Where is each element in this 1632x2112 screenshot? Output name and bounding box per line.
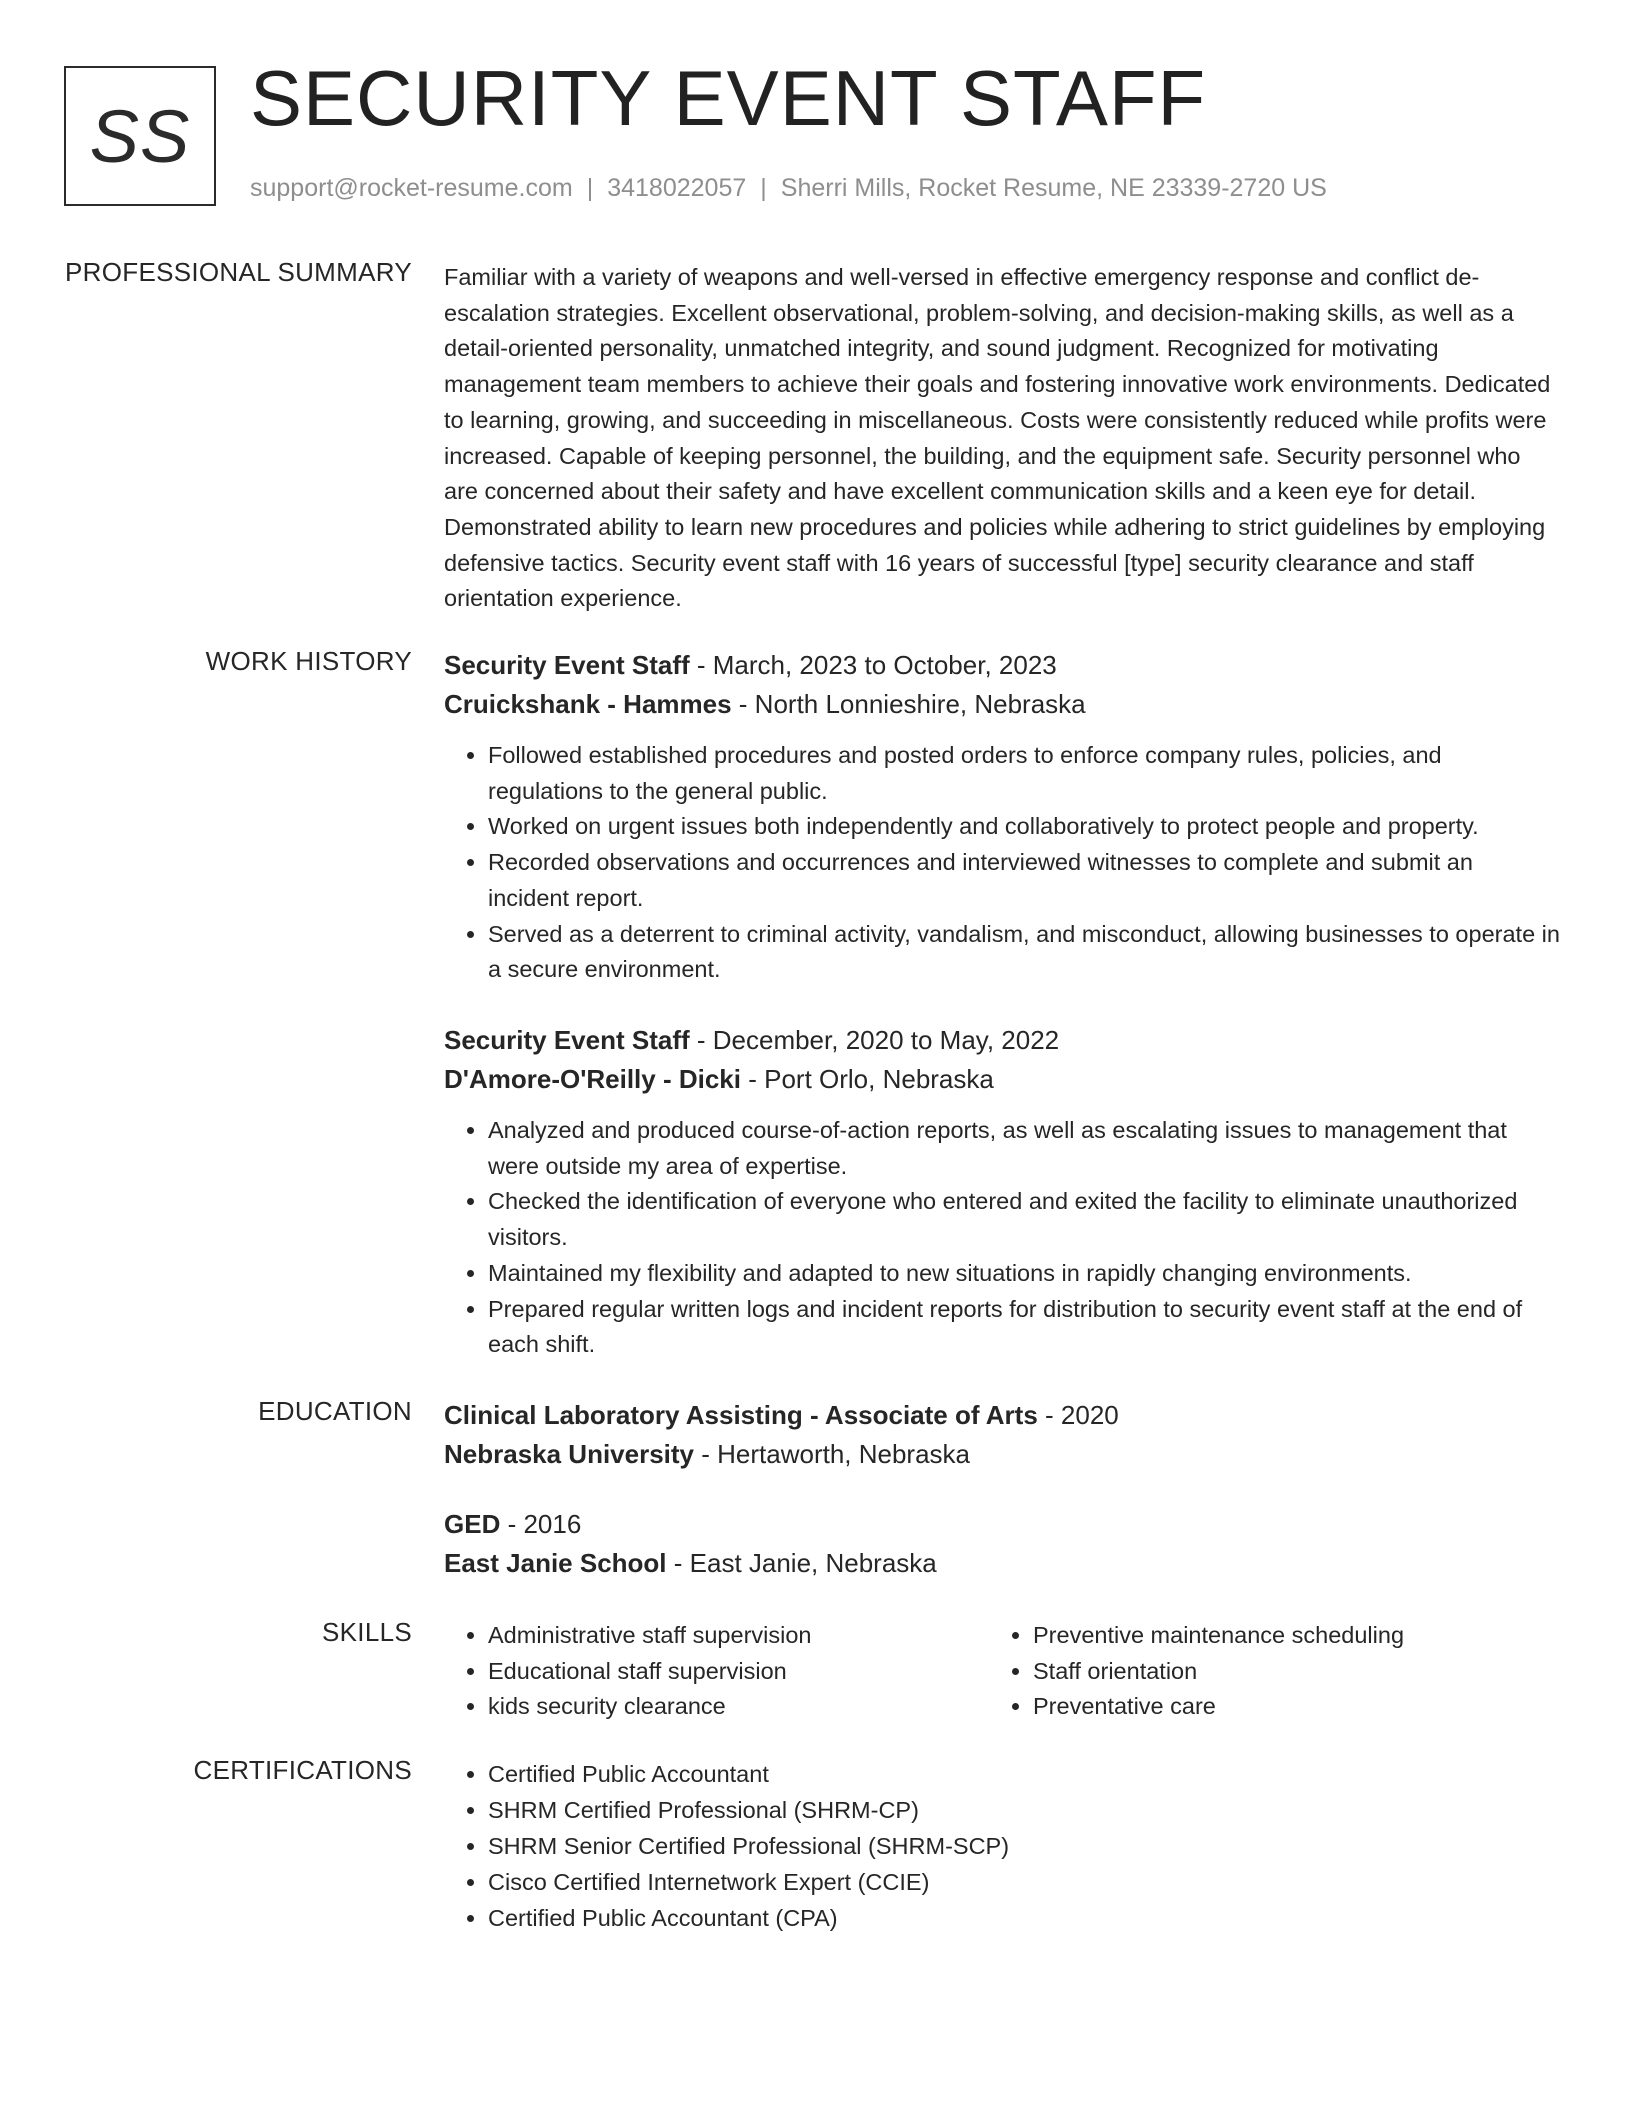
- job-company: D'Amore-O'Reilly - Dicki: [444, 1064, 741, 1094]
- job-bullet: • Recorded observations and occurrences and interviewed witnesses to complete and submit an incident report.: [488, 845, 1560, 916]
- certification-item: • Certified Public Accountant (CPA): [488, 1900, 1560, 1936]
- certification-item: • Cisco Certified Internetwork Expert (CCIE): [488, 1864, 1560, 1900]
- skill-item: • Preventive maintenance scheduling: [1033, 1618, 1509, 1654]
- job-bullet: • Prepared regular written logs and incident reports for distribution to security event staff at the end of each shift.: [488, 1292, 1560, 1363]
- education-entry: [444, 1505, 1560, 1583]
- job-bullet: • Worked on urgent issues both independently and collaboratively to protect people and property.: [488, 809, 1560, 845]
- job-bullets: [444, 738, 1560, 988]
- job-org-line: [444, 685, 1560, 724]
- page-title: SECURITY EVENT STAFF: [250, 54, 1207, 142]
- school-name: Nebraska University: [444, 1439, 695, 1469]
- job-bullet: • Maintained my flexibility and adapted to new situations in rapidly changing environments.: [488, 1256, 1560, 1292]
- skill-item: • Educational staff supervision: [488, 1654, 964, 1690]
- certification-item: • Certified Public Accountant: [488, 1756, 1560, 1792]
- school-line: [444, 1435, 1560, 1474]
- job-bullet: • Checked the identification of everyone who entered and exited the facility to eliminate unauthorized visitors.: [488, 1184, 1560, 1255]
- certification-item: • SHRM Senior Certified Professional (SHRM-SCP): [488, 1828, 1560, 1864]
- job-org-line: [444, 1060, 1560, 1099]
- contact-separator: |: [586, 174, 594, 202]
- skills-column-left: [444, 1618, 964, 1725]
- job-dates: - March, 2023 to October, 2023: [689, 650, 1057, 680]
- job-title: Security Event Staff: [444, 1025, 690, 1055]
- job-bullet: • Analyzed and produced course-of-action reports, as well as escalating issues to management that were outside my area of expertise.: [488, 1113, 1560, 1184]
- degree-year: - 2020: [1037, 1400, 1119, 1430]
- section-label-summary: PROFESSIONAL SUMMARY: [65, 257, 412, 287]
- monogram-logo: SS: [64, 66, 216, 206]
- job-location: - North Lonnieshire, Nebraska: [731, 689, 1086, 719]
- job-title: Security Event Staff: [444, 650, 690, 680]
- skill-item: • Administrative staff supervision: [488, 1618, 964, 1654]
- education-entry: [444, 1396, 1560, 1474]
- degree-name: Clinical Laboratory Assisting - Associate of Arts: [444, 1400, 1038, 1430]
- job-entry: [444, 1021, 1560, 1363]
- school-location: - Hertaworth, Nebraska: [694, 1439, 971, 1469]
- school-location: - East Janie, Nebraska: [666, 1548, 937, 1578]
- skill-item: • Staff orientation: [1033, 1654, 1509, 1690]
- summary-text: Familiar with a variety of weapons and well-versed in effective emergency response and conflict de-escalation strategies. Excellent observational, problem-solving, and decision-making skills, as well as a detail-oriented personality, unmatched integrity, and sound judgment. Recognized for motivating management team members to achieve their goals and fostering innovative work environments. Dedicated to learning, growing, and succeeding in miscellaneous. Costs were consistently reduced while profits were increased. Capable of keeping personnel, the building, and the equipment safe. Security personnel who are concerned about their safety and have excellent communication skills and a keen eye for detail. Demonstrated ability to learn new procedures and policies while adhering to strict guidelines by employing defensive tactics. Security event staff with 16 years of successful [type] security clearance and staff orientation experience.: [444, 264, 1551, 612]
- contact-email[interactable]: support@rocket-resume.com: [250, 174, 573, 202]
- contact-separator: |: [760, 174, 767, 202]
- contact-phone[interactable]: 3418022057: [607, 174, 747, 202]
- job-entry: [444, 646, 1560, 988]
- job-bullets: [444, 1113, 1560, 1363]
- school-name: East Janie School: [444, 1548, 667, 1578]
- degree-line: [444, 1505, 1560, 1544]
- job-bullet: • Followed established procedures and posted orders to enforce company rules, policies, and regulations to the general public.: [488, 738, 1560, 809]
- skill-item: • Preventative care: [1033, 1689, 1509, 1725]
- contact-address: Sherri Mills, Rocket Resume, NE 23339-2720 US: [780, 174, 1327, 202]
- degree-name: GED: [444, 1509, 501, 1539]
- job-dates: - December, 2020 to May, 2022: [689, 1025, 1060, 1055]
- section-label-skills: SKILLS: [322, 1617, 412, 1647]
- contact-line: [250, 174, 1327, 203]
- section-label-education: EDUCATION: [258, 1396, 412, 1426]
- school-line: [444, 1544, 1560, 1583]
- job-location: - Port Orlo, Nebraska: [741, 1064, 994, 1094]
- certification-list: [444, 1756, 1560, 1936]
- certification-item: • SHRM Certified Professional (SHRM-CP): [488, 1792, 1560, 1828]
- summary-body: [444, 260, 1560, 617]
- job-company: Cruickshank - Hammes: [444, 689, 732, 719]
- skills-column-right: [989, 1618, 1509, 1725]
- degree-year: - 2016: [500, 1509, 582, 1539]
- degree-line: [444, 1396, 1560, 1435]
- section-label-certifications: CERTIFICATIONS: [193, 1755, 412, 1785]
- job-bullet: • Served as a deterrent to criminal activity, vandalism, and misconduct, allowing businesses to operate in a secure environment.: [488, 917, 1560, 988]
- certifications-body: [444, 1756, 1560, 1936]
- job-title-line: [444, 1021, 1560, 1060]
- job-title-line: [444, 646, 1560, 685]
- skill-item: • kids security clearance: [488, 1689, 964, 1725]
- section-label-work-history: WORK HISTORY: [205, 646, 412, 676]
